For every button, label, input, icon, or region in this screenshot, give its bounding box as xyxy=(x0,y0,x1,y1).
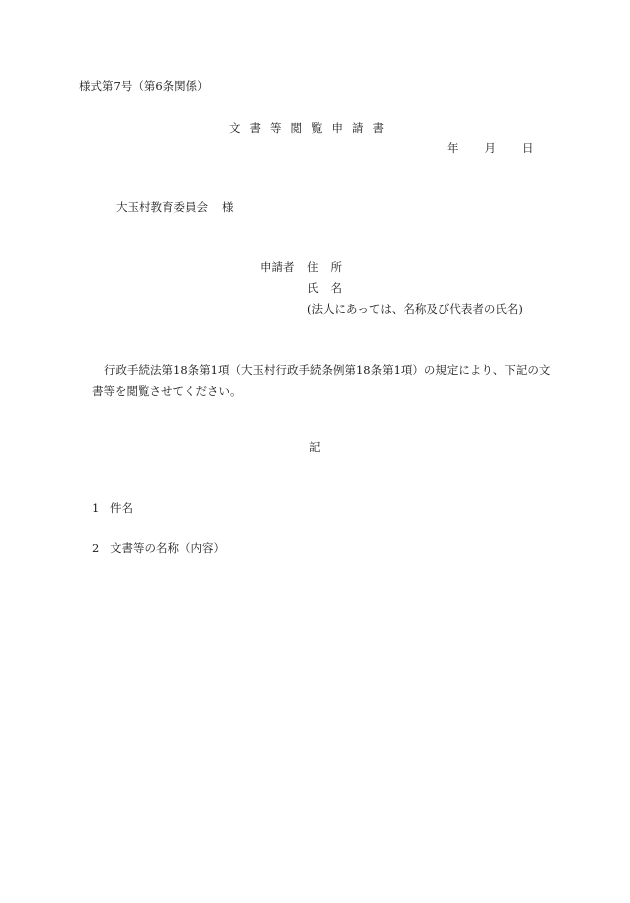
addressee xyxy=(116,202,234,214)
item-number: 1 xyxy=(92,501,100,515)
list-item xyxy=(92,543,225,555)
date-day-label: 日 xyxy=(522,141,534,155)
date-row xyxy=(447,143,534,155)
address-label-char-1: 住 xyxy=(307,260,319,274)
addressee-name: 大玉村教育委員会 xyxy=(116,200,208,214)
item-label: 件名 xyxy=(110,501,133,515)
item-number: 2 xyxy=(92,541,100,555)
applicant-label: 申請者 xyxy=(260,260,295,274)
applicant-name-label xyxy=(307,283,342,295)
form-number: 様式第7号（第6条関係） xyxy=(79,79,209,93)
ki-heading: 記 xyxy=(309,440,321,454)
address-label-char-2: 所 xyxy=(330,260,342,274)
applicant-note: (法人にあっては、名称及び代表者の氏名) xyxy=(307,302,523,316)
date-year-label: 年 xyxy=(447,141,459,155)
request-body-text: 行政手続法第18条第1項（大玉村行政手続条例第18条第1項）の規定により、下記の文書等を閲覧させてください。 xyxy=(92,363,551,398)
date-month-label: 月 xyxy=(484,141,496,155)
name-label-char-1: 氏 xyxy=(307,281,319,295)
document-title: 文書等閲覧申請書 xyxy=(229,121,393,135)
item-label: 文書等の名称（内容） xyxy=(110,541,225,555)
name-label-char-2: 名 xyxy=(330,281,342,295)
addressee-honorific: 様 xyxy=(222,200,234,214)
applicant-address-label xyxy=(307,262,342,274)
list-item xyxy=(92,503,133,515)
